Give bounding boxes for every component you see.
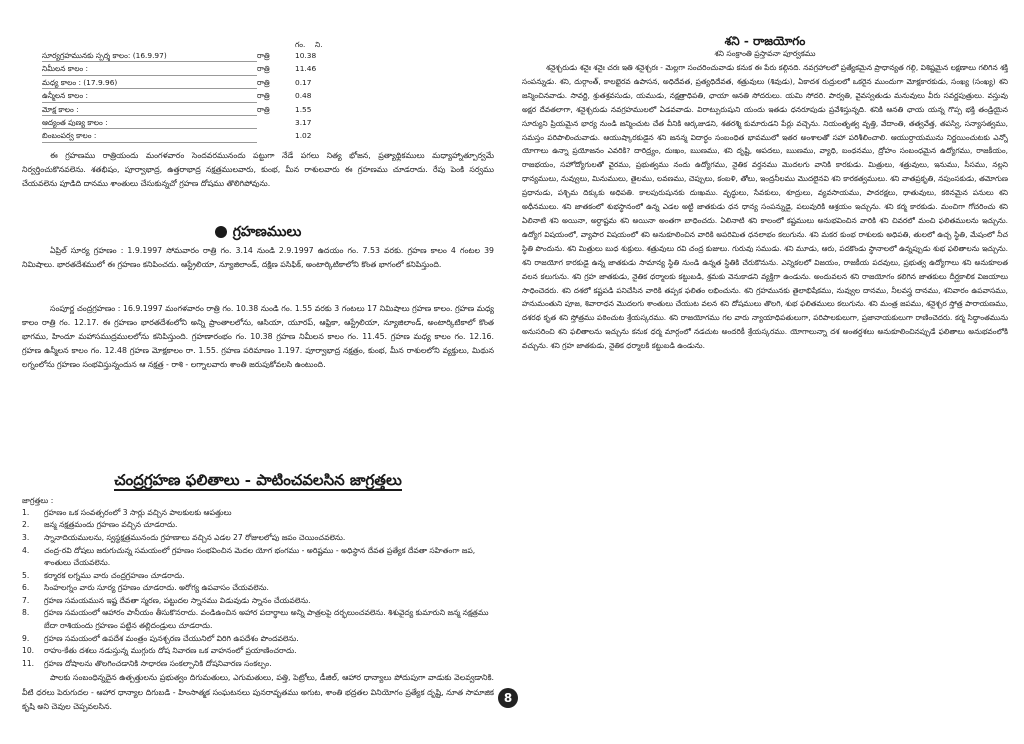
- list-item: [22, 507, 494, 520]
- timing-table: [42, 38, 342, 143]
- table-header-minutes: ని.: [315, 40, 323, 49]
- table-header-hours: గం.: [295, 40, 306, 49]
- row-value: 0.48: [295, 91, 312, 101]
- item-number: 5.: [22, 570, 30, 580]
- precautions-section-heading: [22, 468, 494, 492]
- eclipse-advice-paragraph: ఈ గ్రహణము రాత్రియందు మంగళవారం సెందవరమునందు పట్టుగా నేడే పగలు నిత్య భోజన, ప్రత్యాథ్లికములు మధ్యాహ్నాత్పూర్వమే నిర్వర్తించుకొనవలెను. శతభిషం, పూర్వాభాద్ర, ఉత్తరాభాద్ర నక్షత్రములవారు, కుంభ, మీన రాశులవారు ఈ గ్రహణము చూడరాదు. రేపు పెంకి సర్వము చేయవలెను పూడిది దానము శాంతులు చేసుకున్నచో గ్రహణ దోషము తొలిగిపోవును.: [22, 150, 494, 188]
- list-item: [22, 645, 494, 658]
- list-item: [22, 532, 494, 545]
- row-label: మోక్ష కాలం :: [42, 103, 257, 116]
- article-title: శని - రాజయోగం: [724, 34, 806, 48]
- item-text: రాహు-కేతు దశలు నడుస్తున్న ముగ్గురు దోష నివారణ ఒక వాహనంలో ప్రయాణించరాదు.: [44, 646, 297, 656]
- list-item: [22, 570, 494, 583]
- row-value: 1.55: [295, 104, 312, 114]
- row-label: సూర్యగ్రహమునకు స్పర్శ కాలం: (16.9.97): [42, 49, 257, 62]
- list-item: [22, 658, 494, 671]
- row-period: రాత్రి: [257, 77, 270, 87]
- row-period: [257, 129, 295, 142]
- row-value: 3.17: [295, 117, 312, 127]
- item-text: సింహలగ్నం వారు సూర్య గ్రహణం చూడరాదు. అరోగ్య ఉపవాసం చేయవలెను.: [44, 583, 269, 593]
- article-subtitle: శని సంక్రాంతి ప్రస్తావనా పూర్వకము: [714, 49, 816, 58]
- item-number: 9.: [22, 633, 30, 643]
- eclipses-section-title: గ్రహణములు: [232, 223, 302, 240]
- row-value: 10.38: [295, 51, 317, 60]
- list-item: [22, 607, 494, 632]
- precautions-label: జాగ్రత్తలు :: [22, 495, 54, 505]
- solar-eclipse-paragraph: ఏప్రిల్ సూర్య గ్రహణం : 1.9.1997 సోమవారం రాత్రి గం. 3.14 నుండి 2.9.1997 ఉదయం గం. 7.53 వరకు. గ్రహణ కాలం 4 గంటల 39 నిమిషాలు. భారతదేశములో ఈ గ్రహణం కనిపించదు. ఆస్ట్రేలియా, న్యూజిలాండ్, దక్షిణ పసిఫిక్, అంటార్కిటికాలోని కొంత భాగంలో కనిపిస్తుంది.: [22, 245, 494, 269]
- item-text: కర్మారక లగ్నము వారు చంద్రగ్రహణం చూడరాదు.: [44, 570, 185, 580]
- row-value: 1.02: [295, 131, 312, 141]
- item-number: 4.: [22, 545, 30, 555]
- table-row: [42, 116, 342, 129]
- list-item: [22, 582, 494, 595]
- table-row: [42, 49, 342, 62]
- eclipses-section-heading: [22, 221, 494, 243]
- timing-table-header: [42, 38, 342, 49]
- item-text: గ్రహణ సమయంలో ఉపదేశ మంత్రం పునశ్చరణ చేయునిలో విరిగి ఉపదేశం పొందవలెను.: [44, 633, 299, 643]
- item-text: చంద్ర-రవి దోషలు జరుగుచున్న సమయంలో గ్రహణం సంభవించిన మెదల యోగ భంగము - అరిష్టము - అధిస్థాన దేవత ప్రత్యేక దేవతా సహితంగా జప, శాంతులు చేయవలెను.: [44, 545, 476, 568]
- row-value: 11.46: [295, 64, 317, 74]
- table-row: [42, 76, 342, 89]
- row-period: రాత్రి: [257, 104, 270, 114]
- item-number: 1.: [22, 507, 30, 517]
- precautions-list: [22, 507, 494, 671]
- row-period: రాత్రి: [257, 91, 270, 101]
- list-item: [22, 633, 494, 646]
- item-number: 8.: [22, 608, 30, 618]
- row-label: మధ్య కాలం : (17.9.96): [42, 76, 257, 89]
- table-row: [42, 129, 342, 142]
- row-label: నిమీలన కాలం :: [42, 62, 257, 75]
- list-item: [22, 595, 494, 608]
- row-label: బింబంపర్వ కాలం :: [42, 129, 257, 142]
- row-label: ఉన్మీలన కాలం :: [42, 89, 257, 102]
- list-item: [22, 519, 494, 532]
- item-text: స్నానాదియములను, స్వస్థక్షత్రమునందు గ్రహణాలు వచ్చిన ఎడల 27 రోజులలోపు జపం చెయించవలెను.: [44, 532, 346, 542]
- page-number-badge: 8: [498, 688, 518, 708]
- item-number: 3.: [22, 532, 30, 542]
- item-text: గ్రహణం ఒక సంవత్సరంలో 3 సార్లు వచ్చిన పాలకులకు ఆపత్తులు: [44, 507, 232, 517]
- item-text: జన్మ నక్షత్రమందు గ్రహణం వచ్చిన చూడరాదు.: [44, 520, 178, 530]
- row-period: రాత్రి: [257, 51, 270, 60]
- list-item: [22, 545, 494, 570]
- item-number: 2.: [22, 520, 30, 530]
- row-period: రాత్రి: [257, 64, 270, 74]
- item-number: 6.: [22, 583, 30, 593]
- closing-paragraph: పాలకు సంబంధిన్నదైన ఉత్పత్తులను ప్రభుత్వం దిగుమతులు, ఎగుమతులు, పత్తి, పెట్రోలు, డీజిల్, ఆహార ధాన్యాలు పోదుపుగా వాడుకు వెలవ్వడానికి. వీటి ధరలు పెరుగుదల - ఆహార ధాన్యాల దిగుబడి - హింసాత్మక సంఘటనలు పునరావృతము అగుట, శాంతి భద్రతల వినియోగం ప్రత్యేక దృష్టి, నూత సామాజిక కృషి అని చెవుల చెప్పవలసిన.: [22, 673, 494, 711]
- item-text: గ్రహణ దోషాలను తొలగించడానికి సాధారణ సంకల్పానికి దోషనివారణ సంకల్పం.: [44, 658, 272, 668]
- lunar-eclipse-paragraph: సంపూర్ణ చంద్రగ్రహణం : 16.9.1997 మంగళవారం రాత్రి గం. 10.38 నుండి గం. 1.55 వరకు 3 గంటలు 17 నిమిషాలు గ్రహణ కాలం. గ్రహణ మధ్య కాలం రాత్రి గం. 12.17. ఈ గ్రహణం భారతదేశంలోని అన్ని ప్రాంతాలలోను, ఆసియా, యూరప్, ఆఫ్రికా, ఆస్ట్రేలియా, న్యూజిలాండ్, అంటార్కిటికాలో కొంత భాగము, హిందూ మహాసముద్రములలోను కనిపిస్తుంది. గ్రహణారంభం గం. 10.38 గ్రహణ నిమీలన కాలం గం. 11.45. గ్రహణ మధ్య కాలం గం. 12.16. గ్రహణ ఉన్మీలన కాలం గం. 12.48 గ్రహణ మోక్షకాలం రా. 1.55. గ్రహణ పరిమాణం 1.197. పూర్వాభాద్ర నక్షత్రం, కుంభ, మీన రాశులలోని వ్యక్తులు, మిథున లగ్నంలోను గ్రహణం సంభవిస్తున్నందున ఆ నక్షత్ర - రాశి - లగ్నాలవారు శాంతి జరుపుకోవలసి ఉంటుంది.: [22, 303, 494, 370]
- right-column: [522, 34, 1008, 734]
- item-text: గ్రహణ సమయంలో ఆహారం పానీయం తీసుకొనరాదు. వండిఉంచిన అహార పదార్థాలు అన్ని పాత్రలపై దర్భలుంచవలెను. శిశువైద్య కుమారుని జన్మ నక్షత్రము బేదా రాశియందు గ్రహణం పట్టిన తల్లిదండ్రులు చూడరాదు.: [44, 608, 489, 631]
- left-column: [22, 38, 494, 728]
- bullet-circle-icon: [215, 226, 227, 238]
- item-number: 10.: [22, 646, 35, 656]
- table-row: [42, 89, 342, 102]
- row-value: 0.17: [295, 77, 312, 87]
- row-label: ఆద్యంత పుణ్య కాలం :: [42, 116, 257, 129]
- item-number: 7.: [22, 595, 30, 605]
- article-body: శనైశ్చరుడు శనైః శనైః చరః ఇతి శనైశ్చరః - మెల్లగా సంచరించువాడు కనుక ఈ పేరు కల్గినది. నవగ్రహాలలో ప్రత్యేకమైన ప్రాధాన్యత గల్గి, విశిష్టమైన లక్షణాలు గలిగిన శక్తి సంపన్నుడు. శని, దుర్గాంత్, కాలభైరవ ఉపాసన, అధిదేవత, ప్రత్యధిదేవత, శత్రువులు (శివుడు), ఏకాదశ రుద్రులలో ఒకరైన ముందుగా మోక్షకారకుడు, సంఖ్య (సంఖ్య) శని జన్మించినవాడు. సావర్ణి, శ్రుతశ్రవసుడు, యముడు, నక్షత్రాధిపతి, ఛాయా ఆనతి సోదరులు. యమి సోదరి. పార్వతి, వైవస్వతుడు మనువులు వీరు సవర్ణపుత్రులు. వస్తువు అక్షర దేవతలాగా, శనైశ్చరుడు నవగ్రహములలో ఏడవవాడు. విరాట్పురుషుని యందు ఇతడు ధనరూపుడు ప్రవేశిస్తున్నది. శనికి ఆనతి ఛాయ యన్న గొప్ప భక్తి తండ్రియైన సూర్యుని ప్రియమైన భార్య నుండి జన్మించుట చేత వీనికి ఆర్కజుడని, శతరశ్మి కుమారుడని పేర్లు వచ్చెను. నియంతృత్వ వృత్తి, వేదాంతి, తత్వవేత్త, తపస్వి, సన్యాసత్వము, సమస్తం పరిపాలించువాడు. ఆయుష్కారకుడైన శని జనన్మ విదార్థం సంబంధిత భావములో ఇతర అంశాలతో సహా పరిశీలించాలి. ఆయుర్దాయమును నిర్ణయించుటకు ఎన్నో యోగాలు ఉన్నా ప్రయోజనం ఎవరికి? దారిద్ర్యం, దుఃఖం, ఋణము, శని దృష్టి, ఆపదలు, ఋణము, వ్యాధి, బంధనము, ద్రోహం సంబంధమైన ఉద్యోగము, రాజకీయం, రాజభయం, సహోద్యోగులతో వైరము, ప్రభుత్వము నందు ఉద్యోగము, నైతిక వర్తనము మొదలగు వానికి కారకుడు. మిత్రులు, శత్రువులు, ఇనుము, సీసము, నల్లని ధాన్యములు, నువ్వులు, మినుములు, తైలము, లవణము, చెప్పులు, కంబళి, తోలు, ఇంద్రనీలము మొదలైనవి శని కారకత్వములు. శని వాతప్రకృతి, నపుంసకుడు, తమోగుణ ప్రధానుడు, పశ్చిమ దిక్కుకు అధిపతి. కాలపురుషునకు దుఃఖము. వృద్ధులు, సేవకులు, శూద్రులు, వ్యవసాయము, పాదరక్షలు, ధాతువులు, కఠినమైన పనులు శని అధీనములు. శని జాతకంలో శుభస్థానంలో ఉన్న ఎడల అట్టి జాతకుడు ధన ధాన్య సంపన్నుడై, పలువురికి ఆశ్రయం ఇచ్చును. శని కర్మ కారకుడు. మంచిగా గోచరించు శని ఏలినాటి శని అయినా, అర్ధాష్టమ శని అయినా అంతగా బాధించదు. ఏలినాటి శని కాలంలో కష్టములు అనుభవించిన వారికి శని చివరలో మంచి ఫలితములను ఇచ్చును. ఉద్యోగ విషయంలో, వ్యాపార విషయంలో శని అనుకూలించిన వారికి అపరిమిత ధనలాభం కలుగును. శని మకర కుంభ రాశులకు అధిపతి, తులలో ఉచ్చ స్థితి, మేషంలో నీచ స్థితి పొందును. శని మిత్రులు బుధ శుక్రులు. శత్రువులు రవి చంద్ర కుజులు. గురువు సముడు. శని మూడు, ఆరు, పదకొండు స్థానాలలో ఉన్నప్పుడు శుభ ఫలితాలను ఇచ్చును. శని రాజయోగ కారకుడై ఉన్న జాతకుడు సామాన్య స్థితి నుండి ఉన్నత స్థితికి చేరుకొనును. ఎన్నికలలో విజయం, రాజకీయ పదవులు, ప్రభుత్వ ఉద్యోగాలు శని అనుకూలత వలన కలుగును. శని గ్రహ జాతకుడు, నైతిక ధర్మాలకు కట్టుబడి, శ్రమకు వెనుకాడని వ్యక్తిగా ఉండును. అందువలన శని రాజయోగం కలిగిన జాతకులు దీర్ఘకాలిక విజయాలు సాధించెదరు. శని దశలో కష్టపడి పనిచేసిన వారికి తప్పక ఫలితం లభించును. శని గ్రహమునకు తైలాభిషేకము, నువ్వుల దానము, నీలవస్త్ర దానము, శనివారం ఉపవాసము, హనుమంతుని పూజ, శివారాధన మొదలగు శాంతులు చేయుట వలన శని దోషములు తొలగి, శుభ ఫలితములు కలుగును. శని మంత్ర జపము, శనైశ్చర స్తోత్ర పారాయణము, దశరథ కృత శని స్తోత్రము పఠించుట శ్రేయస్కరము. శని రాజయోగము గల వారు న్యాయాధిపతులుగా, పరిపాలకులుగా, ప్రజానాయకులుగా రాణించెదరు. కర్మ సిద్ధాంతమును అనుసరించి శని ఫలితాలను ఇచ్చును కనుక ధర్మ మార్గంలో నడచుట అందరికీ శ్రేయస్కరము. యోగాలున్నా దశ అంతర్దశలు అనుకూలించినప్పుడే ఫలితాలు అనుభవంలోకి వచ్చును. శని గ్రహ జాతకుడు, నైతిక ధర్మాలకి కట్టుబడి ఉండును.: [522, 63, 1008, 351]
- item-text: గ్రహణ సమయమున ఇష్ట దేవతా స్మరణ, పట్టుదల స్నానము విడువుడు స్నానం చేయవలెను.: [44, 595, 311, 605]
- table-row: [42, 103, 342, 116]
- item-number: 11.: [22, 658, 35, 668]
- row-period: [257, 116, 295, 129]
- precautions-section-title: చంద్రగ్రహణ ఫలితాలు - పాటించవలసిన జాగ్రత్తలు: [114, 470, 402, 489]
- table-row: [42, 62, 342, 75]
